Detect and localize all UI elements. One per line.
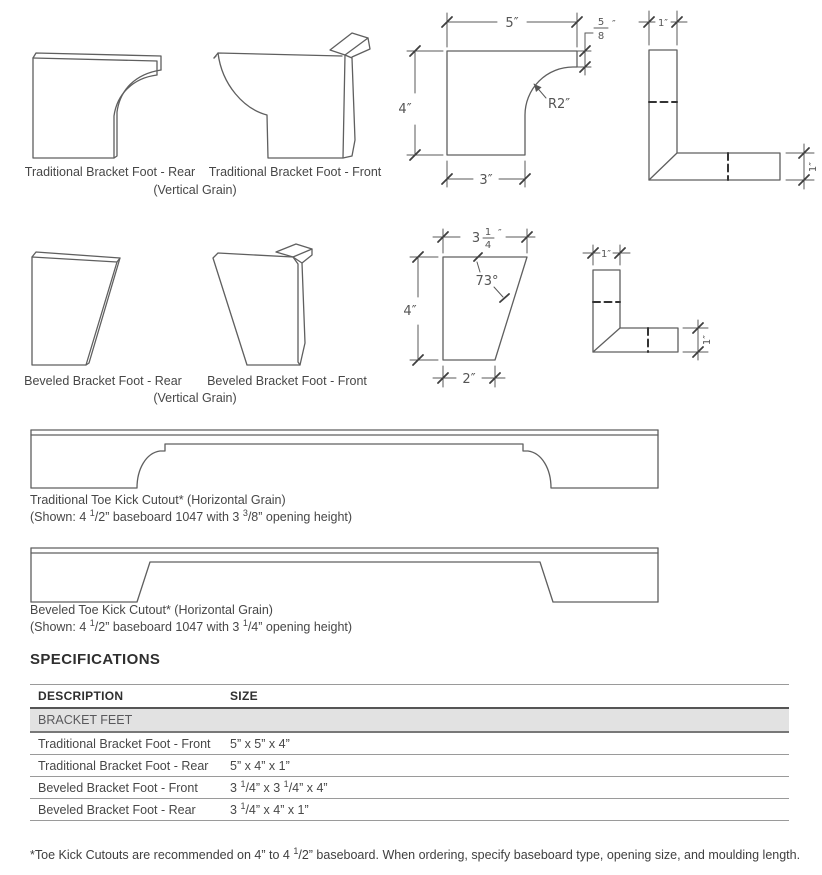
row-size: 5” x 4” x 1” bbox=[230, 758, 290, 773]
column-header-description: DESCRIPTION bbox=[38, 689, 124, 703]
traditional-profile-drawing bbox=[393, 3, 623, 195]
dim-width-label: 5″ bbox=[505, 16, 519, 31]
dim-angle-label: 73° bbox=[475, 274, 499, 289]
traditional-grain-label: (Vertical Grain) bbox=[153, 183, 237, 197]
row-description: Traditional Bracket Foot - Front bbox=[38, 736, 211, 751]
dim-lip-den: 8 bbox=[597, 31, 605, 42]
row-description: Beveled Bracket Foot - Front bbox=[38, 780, 198, 795]
specifications-table bbox=[30, 684, 789, 821]
dim-width-whole2: 3 bbox=[471, 231, 481, 246]
plan-thickness-top-label: 1″ bbox=[657, 18, 669, 29]
table-row bbox=[30, 733, 789, 755]
toekick-footnote: *Toe Kick Cutouts are recommended on 4” to 4 $^1$/2” baseboard. When ordering, specify baseboard type, opening size, and moulding length. bbox=[30, 845, 801, 862]
dim-width-den: 4 bbox=[484, 240, 492, 251]
dim-radius-label: R2″ bbox=[548, 97, 571, 112]
column-header-size: SIZE bbox=[230, 689, 258, 703]
beveled-toekick-title: Beveled Toe Kick Cutout* (Horizontal Grain) bbox=[30, 603, 273, 617]
traditional-rear-drawing bbox=[28, 44, 168, 166]
beveled-rear-label: Beveled Bracket Foot - Rear bbox=[24, 374, 182, 388]
dim-base-label: 3″ bbox=[479, 173, 493, 188]
beveled-front-label: Beveled Bracket Foot - Front bbox=[207, 374, 367, 388]
section-label: BRACKET FEET bbox=[38, 713, 133, 727]
traditional-toekick-shown: (Shown: 4 $^1$/2” baseboard 1047 with 3 $^3$/8” opening height) bbox=[30, 507, 353, 524]
table-section-row bbox=[30, 709, 789, 733]
table-header-row bbox=[30, 684, 789, 709]
beveled-rear-drawing bbox=[28, 248, 128, 370]
beveled-profile-drawing bbox=[400, 215, 562, 400]
beveled-grain-label: (Vertical Grain) bbox=[153, 391, 237, 405]
dim-height-label: 4″ bbox=[398, 102, 412, 117]
traditional-toekick-drawing bbox=[28, 427, 663, 495]
dim-width-unit: ″ bbox=[498, 228, 502, 239]
row-description: Beveled Bracket Foot - Rear bbox=[38, 802, 196, 817]
traditional-toekick-title: Traditional Toe Kick Cutout* (Horizontal Grain) bbox=[30, 493, 286, 507]
dim-base-label: 2″ bbox=[462, 372, 476, 387]
table-row bbox=[30, 777, 789, 799]
dim-width-num: 1 bbox=[484, 227, 492, 238]
specifications-heading: SPECIFICATIONS bbox=[30, 651, 161, 668]
row-size: 3 $^1$/4” x 3 $^1$/4” x 4” bbox=[230, 778, 328, 795]
dim-lip-unit: ″ bbox=[612, 19, 616, 30]
beveled-plan-drawing bbox=[570, 240, 715, 375]
table-row bbox=[30, 755, 789, 777]
plan-thickness-top-label: 1″ bbox=[600, 249, 612, 260]
traditional-rear-label: Traditional Bracket Foot - Rear bbox=[24, 165, 196, 179]
beveled-front-drawing bbox=[208, 243, 320, 369]
dim-height-label: 4″ bbox=[403, 304, 417, 319]
traditional-front-drawing bbox=[206, 27, 378, 165]
traditional-plan-drawing bbox=[638, 3, 820, 195]
row-size: 3 $^1$/4” x 4” x 1” bbox=[230, 800, 309, 817]
beveled-toekick-drawing bbox=[28, 545, 663, 610]
row-size: 5” x 5” x 4” bbox=[230, 736, 290, 751]
plan-thickness-side-label: 1″ bbox=[702, 334, 713, 346]
traditional-front-label: Traditional Bracket Foot - Front bbox=[208, 165, 382, 179]
table-row bbox=[30, 799, 789, 821]
plan-thickness-side-label: 1″ bbox=[808, 161, 819, 173]
dim-lip-num: 5 bbox=[597, 17, 605, 28]
row-description: Traditional Bracket Foot - Rear bbox=[38, 758, 209, 773]
beveled-toekick-shown: (Shown: 4 $^1$/2” baseboard 1047 with 3 $^1$/4” opening height) bbox=[30, 617, 353, 634]
